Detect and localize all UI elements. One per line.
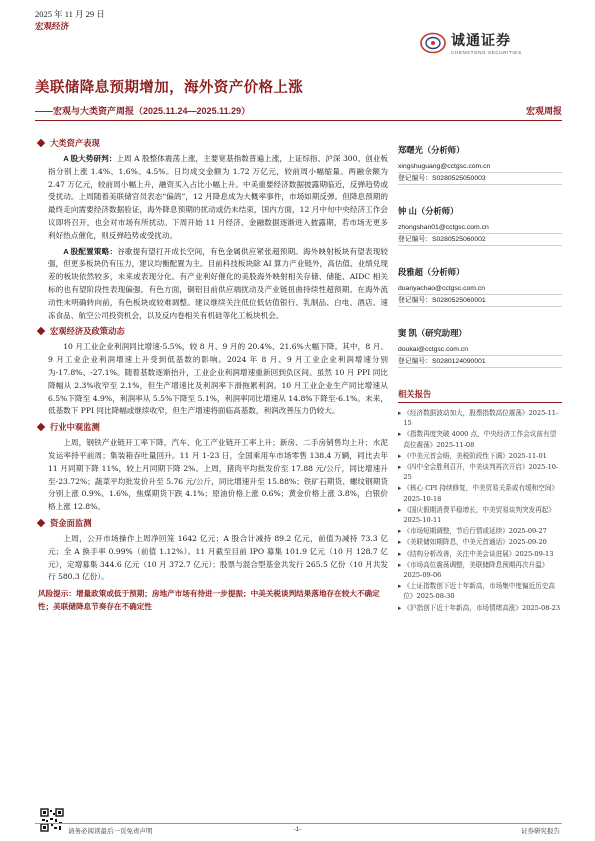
related-report-item[interactable]: [398, 429, 562, 449]
triangle-bullet-icon: ▸: [398, 451, 402, 460]
title-divider: [35, 120, 562, 121]
related-report-item[interactable]: [398, 603, 562, 613]
diamond-bullet-icon: [37, 519, 45, 527]
triangle-bullet-icon: ▸: [398, 505, 402, 514]
related-report-text: 《指数再度突破 4000 点，中央经济工作会议前有望高位震荡》2025-11-08: [403, 430, 557, 449]
triangle-bullet-icon: ▸: [398, 582, 402, 591]
footer-divider: [35, 823, 562, 824]
analyst-email[interactable]: xingshuguang@cctgsc.com.cn: [398, 161, 562, 173]
diamond-bullet-icon: [37, 139, 45, 147]
diamond-bullet-icon: [37, 423, 45, 431]
related-report-text: 《美联储如期降息，中美元首通话》2025-09-20: [403, 538, 547, 547]
report-type: 宏观周报: [525, 106, 562, 116]
related-report-text: 《核心 CPI 持续修复，中美贸易关系或有缓和空间》2025-10-18: [403, 484, 559, 503]
triangle-bullet-icon: ▸: [398, 538, 402, 547]
analyst-name: 窦 凯（研究助理）: [398, 328, 467, 338]
related-reports-title: 相关报告: [398, 388, 562, 403]
analyst-reg: 登记编号：S0280124090001: [398, 356, 562, 368]
report-category: 宏观经济: [35, 21, 70, 31]
analyst-reg: 登记编号：S0280525060002: [398, 234, 562, 246]
triangle-bullet-icon: ▸: [398, 430, 402, 439]
related-report-item[interactable]: [398, 581, 562, 601]
analyst-name: 段雅超（分析师）: [398, 267, 465, 277]
related-report-item[interactable]: [398, 462, 562, 482]
logo-text-cn: 诚通证券: [451, 32, 511, 48]
related-report-item[interactable]: [398, 483, 562, 503]
section-heading: 宏观经济及政策动态: [38, 325, 388, 337]
analyst-reg: 登记编号：S0280525050003: [398, 173, 562, 185]
logo-text-en: CHENGTONG SECURITIES: [451, 50, 522, 55]
summary-paragraph: 上周，钢铁产业链开工率下降，汽车、化工产业链开工率上升；新房、二手房销售均上升；水泥发运率持平前周；集装箱吞吐量回升。11 月 1-23 日，全国乘用车市场零售 138.4 万辆，同比去年 11 月同期下降 11%，较上月同期下降 2%。上周，猪肉平均批发价至 17.88 元/公斤，同比增速升至-23.72%；蔬菜平均批发价升至 5.76 元/公斤，同比增速升至 15.88%；铁矿石期货、螺纹钢期货分别上涨 0.9%、1.6%，焦煤期货下跌 4.1%；原油价格上涨 0.6%；黄金价格上涨 3.8%，白银价格上涨 12.8%。: [48, 438, 388, 512]
analyst-card: [398, 266, 562, 307]
related-report-item[interactable]: [398, 451, 562, 461]
section-heading: 行业中观监测: [38, 421, 388, 433]
analyst-email[interactable]: doukai@cctgsc.com.cn: [398, 344, 562, 356]
analyst-reg: 登记编号：S0280525060001: [398, 295, 562, 307]
report-subtitle: ——宏观与大类资产周报（2025.11.24—2025.11.29）: [35, 106, 251, 116]
analyst-name: 郑曙光（分析师）: [398, 145, 465, 155]
triangle-bullet-icon: ▸: [398, 463, 402, 472]
summary-paragraph: 10 月工业企业利润同比增速-5.5%，较 8 月、9 月的 20.4%、21.6%大幅下降。其中，8 月、9 月工业企业利润增速上升受到低基数的影响。2024 年 8 月、9 月工业企业利润增速分别为-17.8%、-27.1%。随着基数逐渐抬升，工业企业利润增速重新回到负区间。虽然 10 月 PPI 同比降幅从 2.3%收窄至 2.1%，但生产增速比及利润率下滑拖累利润。10 月工业企业生产同比增速从 6.5%下降至 4.9%，利润率从 5.5%下降至 5.1%，利润率同比增速从 14.8%下降至-6.1%。未来，低基数下 PPI 同比降幅或继续收窄，但生产增速将面临高基数，利润改善压力仍较大。: [48, 342, 388, 416]
triangle-bullet-icon: ▸: [398, 409, 402, 417]
triangle-bullet-icon: ▸: [398, 603, 402, 612]
related-report-text: 《上证指数创下近十年新高，市场集中度偏近历史高位》2025-08-30: [403, 582, 555, 601]
related-report-text: 《市场短期调整，节后行情或延续》2025-09-27: [403, 527, 547, 536]
related-report-text: 《市场高位震荡调整，美联储降息预期再次升温》2025-09-06: [403, 560, 549, 580]
risk-warning: 风险提示：增量政策或低于预期；房地产市场有待进一步提振；中美关税谈判结果落地存在较大不确定性；美联储降息节奏存在不确定性: [38, 589, 380, 611]
section-heading: 资金面监测: [38, 517, 388, 529]
related-report-text: 《四中全会胜利召开，中美谈判再次开启》2025-10-25: [403, 463, 559, 482]
related-report-text: 《沪指创下近十年新高，市场情绪高涨》2025-08-23: [403, 603, 561, 612]
summary-paragraph: A 股大势研判：上周 A 股整体震荡上涨，主要宽基指数普遍上涨，上证综指、沪深 300、创业板指分别上涨 1.4%、1.6%、4.5%。日均成交金额为 1.72 万亿元，较前周小幅缩量。两融余额为 2.47 万亿元，较前周小幅上升，融资买入占比小幅上升。中美重要经济数据披露期临近，反弹趋势或受扰动。上周随着美联储官员表态“偏鸽”，12 月降息成为大概率事件，市场如期反弹。但降息预期的最终走向需要经济数据验证，海外降息预期的扰动或仍未结束，国内方面，12 月中旬中央经济工作会议即将召开，也会对市场有所扰动。下周开始 11 月经济、金融数据逐渐进入披露期，若市场无更多利好热点催化，则反弹趋势或受扰动。: [48, 154, 389, 240]
company-logo: [420, 30, 522, 55]
summary-column: [38, 134, 389, 614]
related-report-text: 《结构分析改善，关注中美会谈进展》2025-09-13: [403, 549, 554, 558]
related-report-text: 《经济数据波动加大，股票指数高位震荡》2025-11-15: [403, 409, 559, 428]
related-report-item[interactable]: [398, 505, 562, 525]
related-report-text: 《国庆假期消费平稳增长，中美贸易谈判突发再起》2025-10-11: [403, 505, 555, 525]
summary-paragraph: 上周，公开市场操作上周净回笼 1642 亿元；A 股合计减持 89.2 亿元，前值为减持 73.3 亿元；全 A 换手率 0.99%（前值 1.12%）。11 月截至目前 IPO 募集 101.9 亿元（10 月 128.7 亿元），定增募集 344.6 亿元（10 月 372.7 亿元）；股票与混合型基金共发行 265.5 亿份（10 月共发行 580.3 亿份）。: [48, 533, 388, 582]
analyst-name: 钟 山（分析师）: [398, 206, 459, 216]
footer-disclaimer: 请务必阅读最后一页免责声明: [68, 828, 153, 835]
related-report-item[interactable]: [398, 560, 562, 580]
triangle-bullet-icon: ▸: [398, 549, 402, 558]
triangle-bullet-icon: ▸: [398, 560, 402, 569]
related-report-item[interactable]: [398, 549, 562, 559]
report-date: 2025 年 11 月 29 日: [35, 9, 105, 19]
analyst-card: [398, 327, 562, 368]
related-reports-list: [398, 408, 562, 613]
footer-label: 证券研究报告: [521, 828, 560, 835]
summary-paragraph: A 股配置策略：谷歌提有望打开成长空间，有色金属供应紧张超预期。海外映射板块有望表现较强，但更多板块仍有压力，建议均衡配置为主。目前科技板块除 AI 算力产业链外，高估值、业绩兑现差的板块依然较多，未来或表现分化。有产业利好催化的美股海外映射相关存储、储能、AIDC 相关标的也有望阶段性表现偏强。有色方面，铜铝目前供应端扰动及产业链扭曲持续性超预期。在海外流动性未明确转向前，有色板块或较难调整。建议继续关注低位低估值银行、乳制品、白电、酒店、速冻食品、航空公司投资机会，以及反内卷相关有机硅等化工板块机会。: [48, 246, 389, 320]
analyst-card: [398, 205, 562, 246]
analyst-card: [398, 144, 562, 185]
diamond-bullet-icon: [37, 327, 45, 335]
logo-icon: [420, 32, 446, 54]
report-title: 美联储降息预期增加，海外资产价格上涨: [35, 80, 304, 96]
related-report-text: 《中美元首会晤，美税阶段性下调》2025-11-01: [403, 451, 547, 460]
analyst-email[interactable]: duanyachao@cctgsc.com.cn: [398, 283, 562, 295]
triangle-bullet-icon: ▸: [398, 527, 402, 536]
page-number: -1-: [293, 826, 302, 833]
sidebar-column: [398, 144, 562, 614]
related-report-item[interactable]: [398, 537, 562, 547]
section-heading: 大类资产表现: [38, 137, 388, 149]
related-report-item[interactable]: [398, 526, 562, 536]
triangle-bullet-icon: ▸: [398, 484, 402, 493]
related-report-item[interactable]: [398, 408, 562, 428]
analyst-email[interactable]: zhongshan01@cctgsc.com.cn: [398, 222, 562, 234]
